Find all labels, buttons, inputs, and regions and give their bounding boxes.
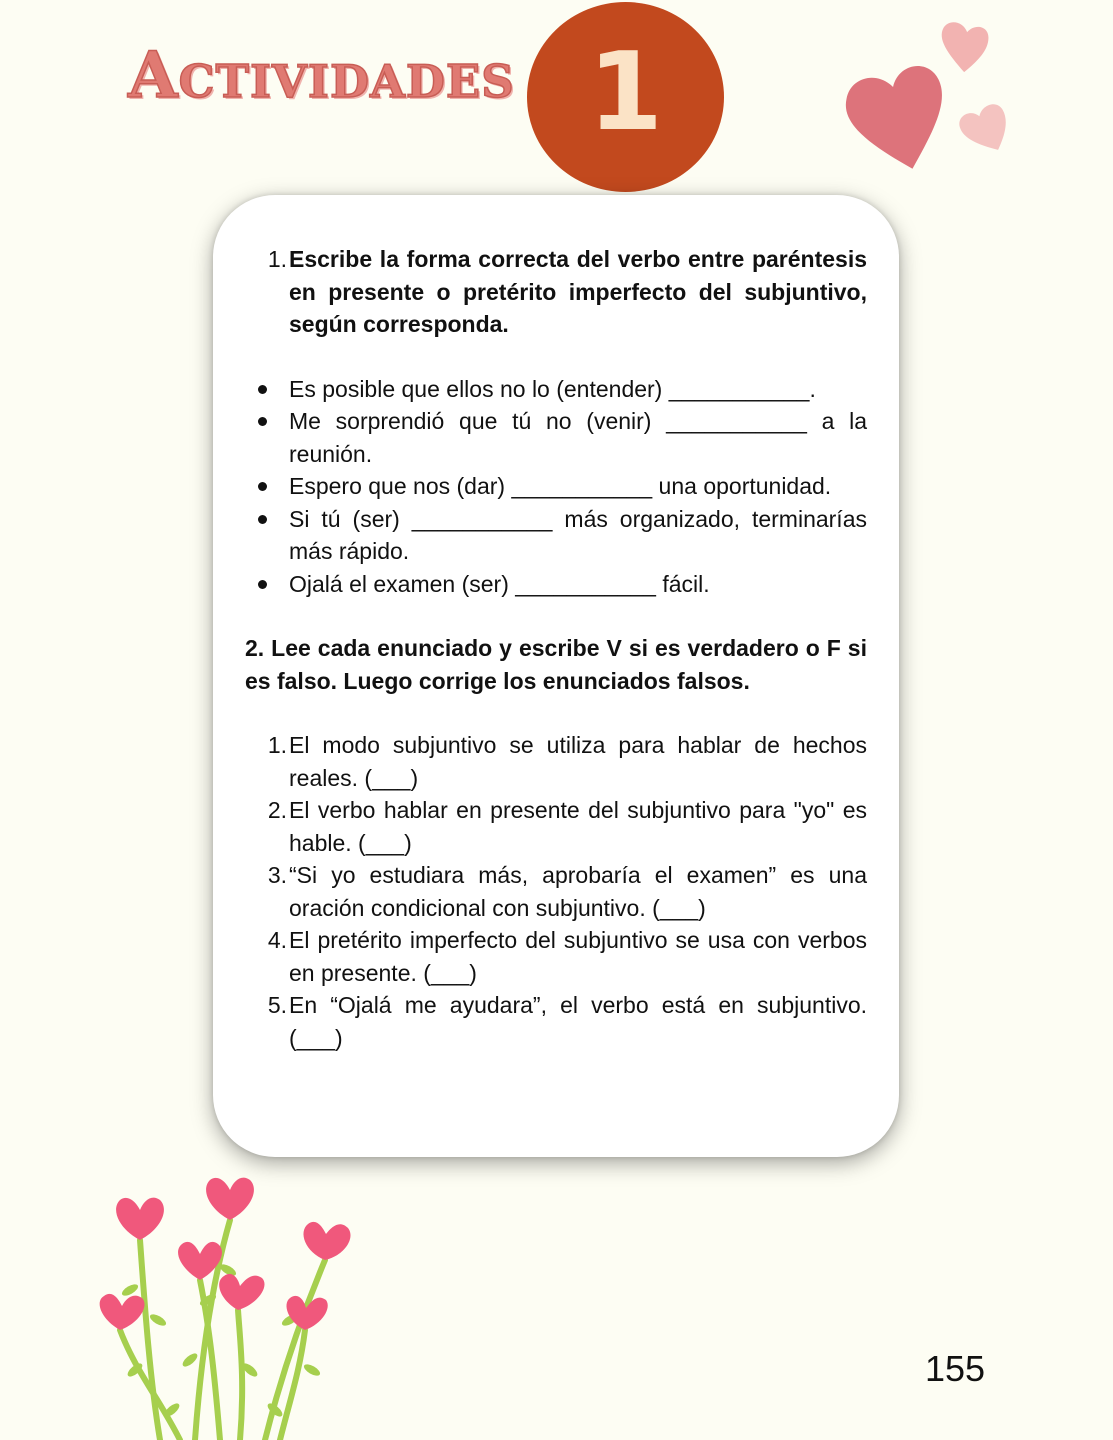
big-heart-icon (840, 62, 956, 180)
list-item: Me sorprendió que tú no (venir) ___________ a la reunión. (245, 405, 867, 470)
list-item: Es posible que ellos no lo (entender) ___________. (245, 373, 867, 406)
list-item: 2. El verbo hablar en presente del subjuntivo para "yo" es hable. (___) (267, 797, 867, 856)
list-item: Espero que nos (dar) ___________ una oportunidad. (245, 470, 867, 503)
list-item: 4. El pretérito imperfecto del subjuntivo se usa con verbos en presente. (___) (267, 927, 867, 986)
list-item: 5. En “Ojalá me ayudara”, el verbo está en subjuntivo. (___) (267, 992, 867, 1051)
list-item: Ojalá el examen (ser) ___________ fácil. (245, 568, 867, 601)
page-number: 155 (925, 1348, 986, 1389)
list-item: 3. “Si yo estudiara más, aprobaría el examen” es una oración condicional con subjuntivo. (___) (267, 862, 867, 921)
small-heart-icon (936, 20, 991, 75)
page-title: Actividades (128, 38, 515, 113)
activity-number: 1 (587, 29, 664, 155)
list-item: Si tú (ser) ___________ más organizado, terminarías más rápido. (245, 503, 867, 568)
activity-content (245, 243, 867, 1054)
section-2-instruction: 2. Lee cada enunciado y escribe V si es verdadero o F si es falso. Luego corrige los enunciados falsos. (245, 635, 867, 694)
small-heart-icon (956, 101, 1015, 159)
activity-number-badge (527, 2, 724, 192)
section-1-instruction-text: Escribe la forma correcta del verbo entre paréntesis en presente o pretérito imperfecto del subjuntivo, según corresponda. (289, 246, 867, 337)
list-item: 1. El modo subjuntivo se utiliza para hablar de hechos reales. (___) (267, 732, 867, 791)
flowers-decoration-icon (90, 1170, 360, 1440)
section-1-number: 1. (267, 246, 287, 272)
section-1-instruction (245, 243, 867, 341)
hearts-decoration-icon (840, 10, 1030, 180)
